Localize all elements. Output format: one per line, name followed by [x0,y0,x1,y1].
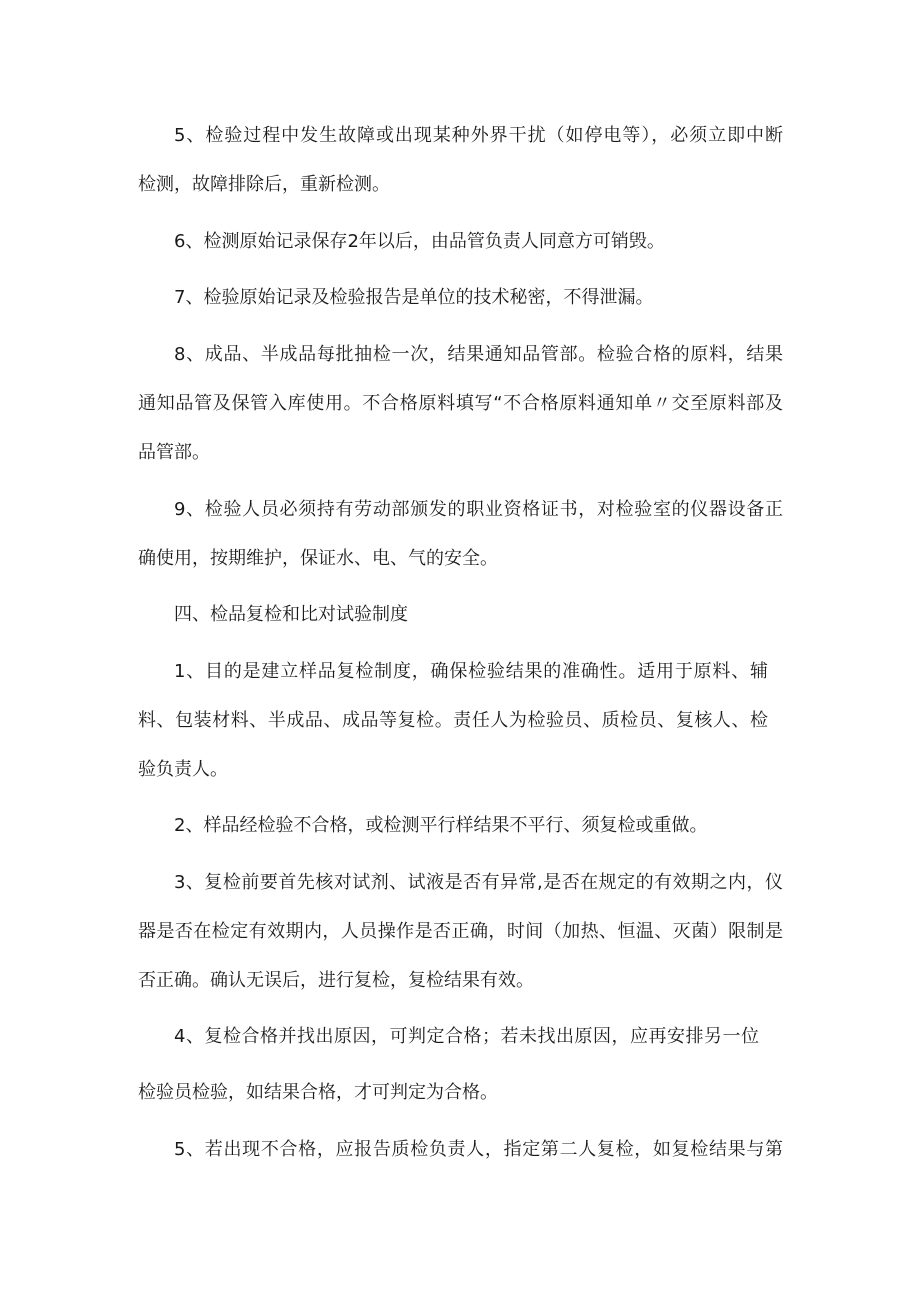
paragraph-line: 8、成品、半成品每批抽检一次，结果通知品管部。检验合格的原料，结果 [174,344,783,365]
paragraph-line: 否正确。确认无误后，进行复检，复检结果有效。 [138,970,534,991]
paragraph-line: 料、包装材料、半成品、成品等复检。责任人为检验员、质检员、复核人、检 [138,710,768,731]
paragraph-line: 2、样品经检验不合格，或检测平行样结果不平行、须复检或重做。 [174,815,708,836]
paragraph-line: 确使用，按期维护，保证水、电、气的安全。 [138,548,498,569]
paragraph-line: 9、检验人员必须持有劳动部颁发的职业资格证书，对检验室的仪器设备正 [174,499,783,520]
paragraph-line: 验负责人。 [138,759,228,780]
paragraph-line: 通知品管及保管入库使用。不合格原料填写“不合格原料通知单〃交至原料部及 [138,393,783,414]
paragraph-line: 6、检测原始记录保存2年以后，由品管负责人同意方可销毁。 [174,231,665,252]
paragraph-line: 7、检验原始记录及检验报告是单位的技术秘密，不得泄漏。 [174,287,654,308]
paragraph-line: 器是否在检定有效期内，人员操作是否正确，时间（加热、恒温、灭菌）限制是 [138,921,783,942]
paragraph-line: 3、复检前要首先核对试剂、试液是否有异常,是否在规定的有效期之内，仪 [174,872,783,893]
paragraph-line: 检验员检验，如结果合格，才可判定为合格。 [138,1082,498,1103]
paragraph-line: 检测，故障排除后，重新检测。 [138,174,390,195]
paragraph-line: 4、复检合格并找出原因，可判定合格；若未找出原因，应再安排另一位 [174,1026,759,1047]
section-heading: 四、检品复检和比对试验制度 [174,604,408,625]
paragraph-line: 1、目的是建立样品复检制度，确保检验结果的准确性。适用于原料、辅 [174,661,768,682]
paragraph-line: 品管部。 [138,442,210,463]
paragraph-line: 5、若出现不合格，应报告质检负责人，指定第二人复检，如复检结果与第 [174,1139,783,1160]
paragraph-line: 5、检验过程中发生故障或出现某种外界干扰（如停电等），必须立即中断 [174,125,783,146]
